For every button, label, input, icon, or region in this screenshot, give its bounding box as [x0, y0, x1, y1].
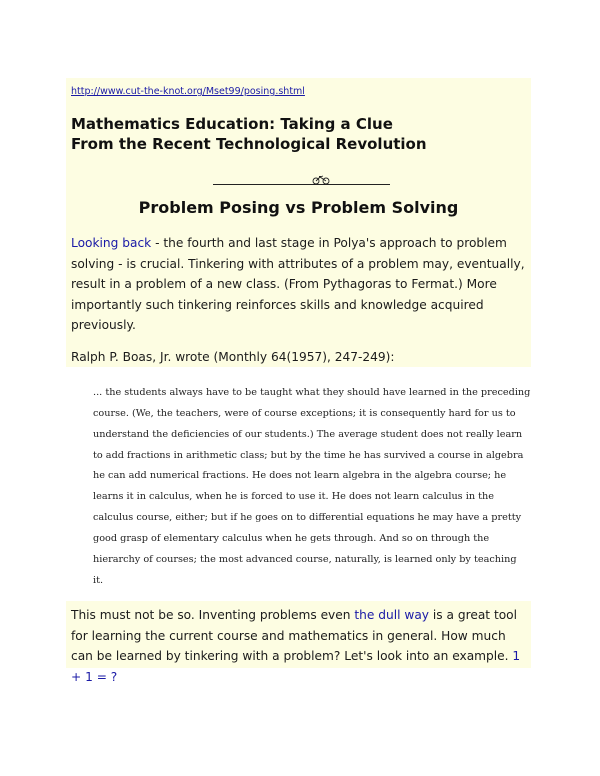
quote-line: it.: [93, 574, 104, 586]
block-quote: [93, 383, 531, 591]
dull-way-link[interactable]: the dull way: [354, 608, 430, 622]
document-title: [71, 114, 531, 154]
quote-line: understand the deficiencies of our students.) The average student does not really learn: [93, 428, 523, 440]
quote-line: good grasp of elementary calculus when he gets through. And so on through the: [93, 532, 490, 544]
bicycle-ornament-icon: [213, 175, 390, 187]
quote-line: ... the students always have to be taught what they should have learned in the preceding: [93, 387, 531, 398]
source-url-link[interactable]: http://www.cut-the-knot.org/Mset99/posing.shtml: [71, 86, 305, 97]
quote-line: hierarchy of courses; the most advanced course, naturally, is learned only by teaching: [93, 553, 517, 565]
citation-line: Ralph P. Boas, Jr. wrote (Monthly 64(1957), 247-249):: [71, 350, 395, 364]
title-line-1: Mathematics Education: Taking a Clue: [71, 115, 393, 133]
quote-line: to add fractions in arithmetic class; but by the time he has survived a course in algebra: [93, 449, 524, 461]
one-plus-one-link[interactable]: 1 + 1 = ?: [71, 649, 521, 684]
quote-line: course. (We, the teachers, were of course exceptions; it is consequently hard for us to: [93, 407, 516, 419]
looking-back-link[interactable]: Looking back: [71, 236, 152, 250]
section-title: Problem Posing vs Problem Solving: [138, 198, 459, 217]
quote-line: learns it in calculus, when he is forced to use it. He does not learn calculus in the: [93, 491, 495, 503]
intro-text: - the fourth and last stage in Polya's approach to problem solving - is crucial. Tinkering with attributes of a problem may, eventually, result in a problem of a new class. (From Pythagoras to Fermat.) More importantly such tinkering reinforces skills and knowledge acquired previously.: [71, 236, 525, 332]
title-line-2: From the Recent Technological Revolution: [71, 135, 427, 153]
intro-paragraph: [71, 233, 531, 336]
outro-text-2: is a great tool for learning the current course and mathematics in general. How much can be learned by tinkering with a problem? Let's look into an example.: [71, 608, 518, 663]
outro-paragraph: [71, 605, 531, 687]
quote-line: calculus course, either; but if he goes on to differential equations he may have a pretty: [93, 512, 522, 524]
outro-text-1: This must not be so. Inventing problems even: [71, 608, 355, 622]
quote-line: he can add numerical fractions. He does not learn algebra in the algebra course; he: [93, 470, 507, 482]
